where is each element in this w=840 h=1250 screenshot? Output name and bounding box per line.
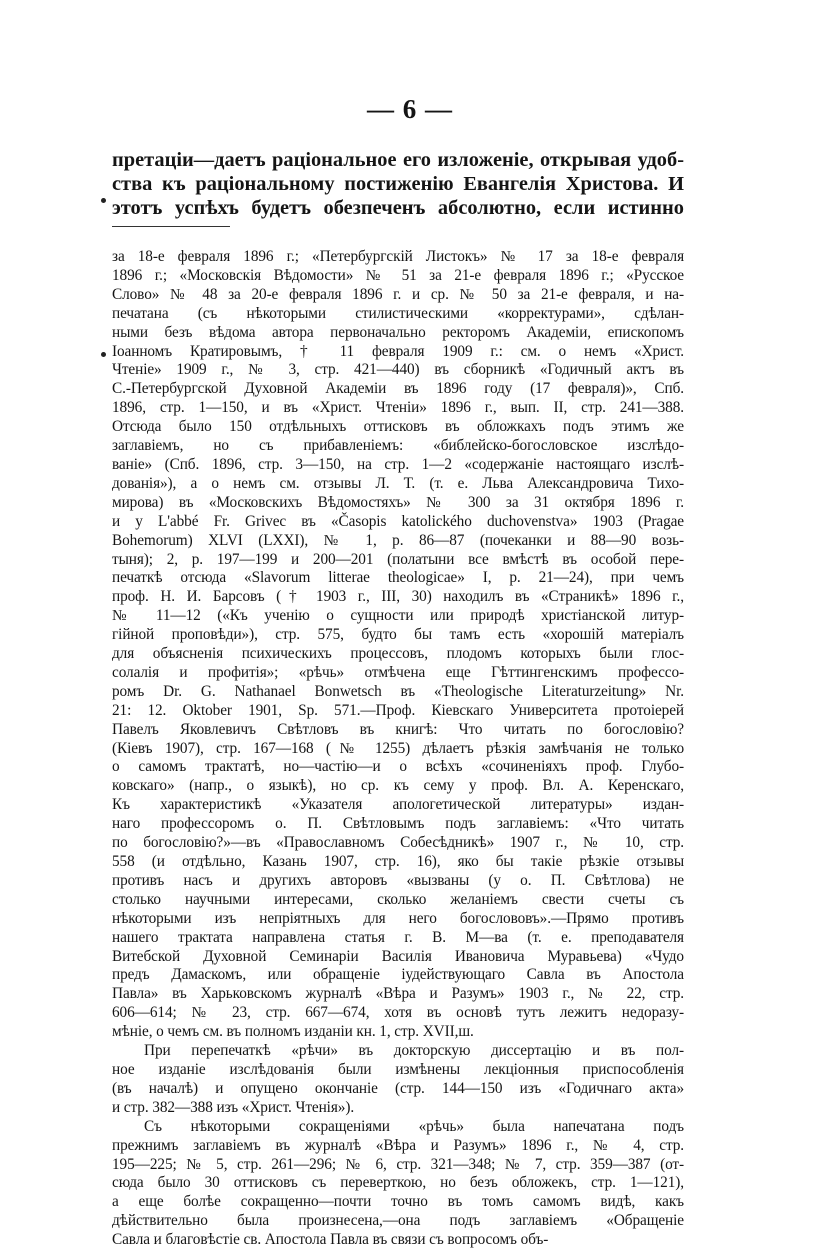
main-text-line: ства къ раціональному постиженію Евангелія Христова. И [112, 173, 684, 195]
footnote-line: для объясненія психическихъ процессовъ, плодомъ которыхъ были глос- [112, 645, 684, 663]
footnote-line: предъ Дамаскомъ, или обращеніе іудействующаго Савла въ Апостола [112, 966, 684, 984]
margin-dot-mark [101, 352, 106, 357]
main-text-line: претаціи—даетъ раціональное его изложеніе, открывая удоб- [112, 149, 684, 171]
footnote-line: ными безъ вѣдома автора первоначально ректоромъ Академіи, епископомъ [112, 323, 684, 341]
footnote-line: (въ началѣ) и опущено окончаніе (стр. 144—150 изъ «Годичнаго акта» [112, 1079, 684, 1097]
footnote-line: ваніе» (Спб. 1896, стр. 3—150, на стр. 1—2 «содержаніе настоящаго изслѣ- [112, 455, 684, 473]
footnote-line: и у L'abbé Fr. Grivec въ «Časopis katolického duchovenstva» 1903 (Pragae [112, 512, 684, 530]
footnote-line: При перепечаткѣ «рѣчи» въ докторскую диссертацію и въ пол- [144, 1042, 684, 1060]
footnote-line: противъ насъ и другихъ авторовъ «вызваны (у о. П. Свѣтлова) не [112, 871, 684, 889]
footnote-line: дѣйствительно была произнесена,—она подъ заглавіемъ «Обращеніе [112, 1212, 684, 1230]
footnote-line: столько научными интересами, сколько желаніемъ свести счеты съ [112, 890, 684, 908]
footnote-line: (Кіевъ 1907), стр. 167—168 (№ 1255) дѣлаетъ рѣзкія замѣчанія не только [112, 739, 684, 757]
footnote-line: Съ нѣкоторыми сокращеніями «рѣчь» была напечатана подъ [144, 1117, 684, 1135]
footnote-line: печаткѣ отсюда «Slavorum litterae theologicae» I, p. 21—24), при чемъ [112, 569, 684, 587]
footnote-line: Bohemorum) XLVI (LXXI), № 1, p. 86—87 (почеканки и 88—90 возь- [112, 531, 684, 549]
footnote-line: проф. Н. И. Барсовъ († 1903 г., III, 30) находилъ въ «Страникѣ» 1896 г., [112, 588, 684, 606]
footnote-line: Павелъ Яковлевичъ Свѣтловъ въ книгѣ: Что читать по богословію? [112, 720, 684, 738]
footnote-line: мирова) въ «Московскихъ Вѣдомостяхъ» № 300 за 31 октября 1896 г. [112, 493, 684, 511]
footnote-line: а еще болѣе сокращенно—почти точно въ томъ самомъ видѣ, какъ [112, 1193, 684, 1211]
footnote-line: Витебской Духовной Семинаріи Василія Ивановича Муравьева) «Чудо [112, 947, 684, 965]
footnote-line: Чтеніе» 1909 г., № 3, стр. 421—440) въ сборникѣ «Годичный актъ въ [112, 361, 684, 379]
footnote-line: сюда было 30 оттисковъ съ переверткою, но безъ обложекъ, стр. 1—121), [112, 1174, 684, 1192]
footnote-paragraph [112, 248, 684, 1042]
footnote-line: о самомъ трактатѣ, но—частію—и о всѣхъ «сочиненіяхъ проф. Глубо- [112, 758, 684, 776]
footnote-line: и стр. 382—388 изъ «Христ. Чтенія»). [112, 1098, 355, 1116]
footnote-line: солалія и профитія»; «рѣчь» отмѣчена еще Гѣттингенскимъ профессо- [112, 663, 684, 681]
footnote-line: печатана (съ нѣкоторыми стилистическими «корректурами», сдѣлан- [112, 304, 684, 322]
footnote-line: 1896 г.; «Московскія Вѣдомости» № 51 за 21-е февраля 1896 г.; «Русское [112, 266, 684, 284]
footnote-line: мѣніе, о чемъ см. въ полномъ изданіи кн. 1, стр. XVII,ш. [112, 1023, 474, 1041]
footnote-line: Отсюда было 150 отдѣльныхъ оттисковъ въ обложкахъ подъ этимъ же [112, 418, 684, 436]
footnote-line: Къ характеристикѣ «Указателя апологетической литературы» издан- [112, 796, 684, 814]
main-text-line: этотъ успѣхъ будетъ обезпеченъ абсолютно, если истинно [112, 197, 684, 219]
footnote-line: дованія»), а о немъ см. отзывы Л. Т. (т. е. Льва Александровича Тихо- [112, 474, 684, 492]
footnote [112, 248, 684, 1250]
footnote-line: 21: 12. Oktober 1901, Sp. 571.—Проф. Кіевскаго Университета протоіерей [112, 701, 684, 719]
footnote-paragraph [112, 1118, 684, 1250]
footnote-line: наго профессоромъ о. П. Свѣтловымъ подъ заглавіемъ: «Что читать [112, 815, 684, 833]
footnote-line: ромъ Dr. G. Nathanael Bonwetsch въ «Theologische Literaturzeitung» Nr. [112, 682, 684, 700]
footnote-line: ковскаго» (напр., о языкѣ), но ср. къ сему у проф. Вл. А. Керенскаго, [112, 777, 684, 795]
footnote-paragraph [112, 1042, 684, 1118]
margin-dot-mark [101, 198, 106, 203]
footnote-line: гійной проповѣди»), стр. 575, будто бы тамъ есть «хорошій матеріалъ [112, 626, 684, 644]
footnote-line: нашего трактата направлена статья г. В. М—ва (т. е. преподавателя [112, 928, 684, 946]
footnote-line: заглавіемъ, но съ прибавленіемъ: «библейско-богословское изслѣдо- [112, 437, 684, 455]
footnote-line: ное изданіе изслѣдованія были измѣнены лекціонныя приспособленія [112, 1060, 684, 1078]
footnote-line: по богословію?»—въ «Православномъ Собесѣдникѣ» 1907 г., № 10, стр. [112, 834, 684, 852]
footnote-line: 558 (и отдѣльно, Казань 1907, стр. 16), яко бы такіе рѣзкіе отзывы [112, 853, 684, 870]
footnote-line: Савла и благовѣстіе св. Апостола Павла въ связи съ вопросомъ объ- [112, 1231, 549, 1249]
footnote-line: № 11—12 («Къ ученію о сущности или природѣ христіанской литур- [112, 607, 684, 625]
footnote-divider [112, 226, 230, 227]
main-text [112, 148, 684, 220]
footnote-line: С.-Петербургской Духовной Академіи въ 1896 году (17 февраля)», Спб. [112, 380, 684, 398]
footnote-line: Іоанномъ Кратировымъ, † 11 февраля 1909 г.: см. о немъ «Христ. [112, 342, 684, 360]
footnote-line: 1896, стр. 1—150, и въ «Христ. Чтеніи» 1896 г., вып. II, стр. 241—388. [112, 399, 684, 417]
footnote-line: нѣкоторыми изъ непріятныхъ для него богослововъ».—Прямо противъ [112, 909, 684, 927]
page-number: — 6 — [367, 94, 453, 124]
footnote-line: прежнимъ заглавіемъ въ журналѣ «Вѣра и Разумъ» 1896 г., № 4, стр. [112, 1136, 684, 1154]
footnote-line: Павла» въ Харьковскомъ журналѣ «Вѣра и Разумъ» 1903 г., № 22, стр. [112, 985, 684, 1003]
footnote-line: за 18-е февраля 1896 г.; «Петербургскій Листокъ» № 17 за 18-е февраля [112, 248, 684, 265]
footnote-line: Слово» № 48 за 20-е февраля 1896 г. и ср. № 50 за 21-е февраля, и на- [112, 285, 684, 303]
footnote-line: 195—225; № 5, стр. 261—296; № 6, стр. 321—348; № 7, стр. 359—387 (от- [112, 1155, 684, 1173]
footnote-line: тыня); 2, p. 197—199 и 200—201 (полатыни все вмѣстѣ въ особой пере- [112, 550, 684, 568]
footnote-line: 606—614; № 23, стр. 667—674, хотя въ основѣ тутъ лежитъ недоразу- [112, 1004, 684, 1022]
